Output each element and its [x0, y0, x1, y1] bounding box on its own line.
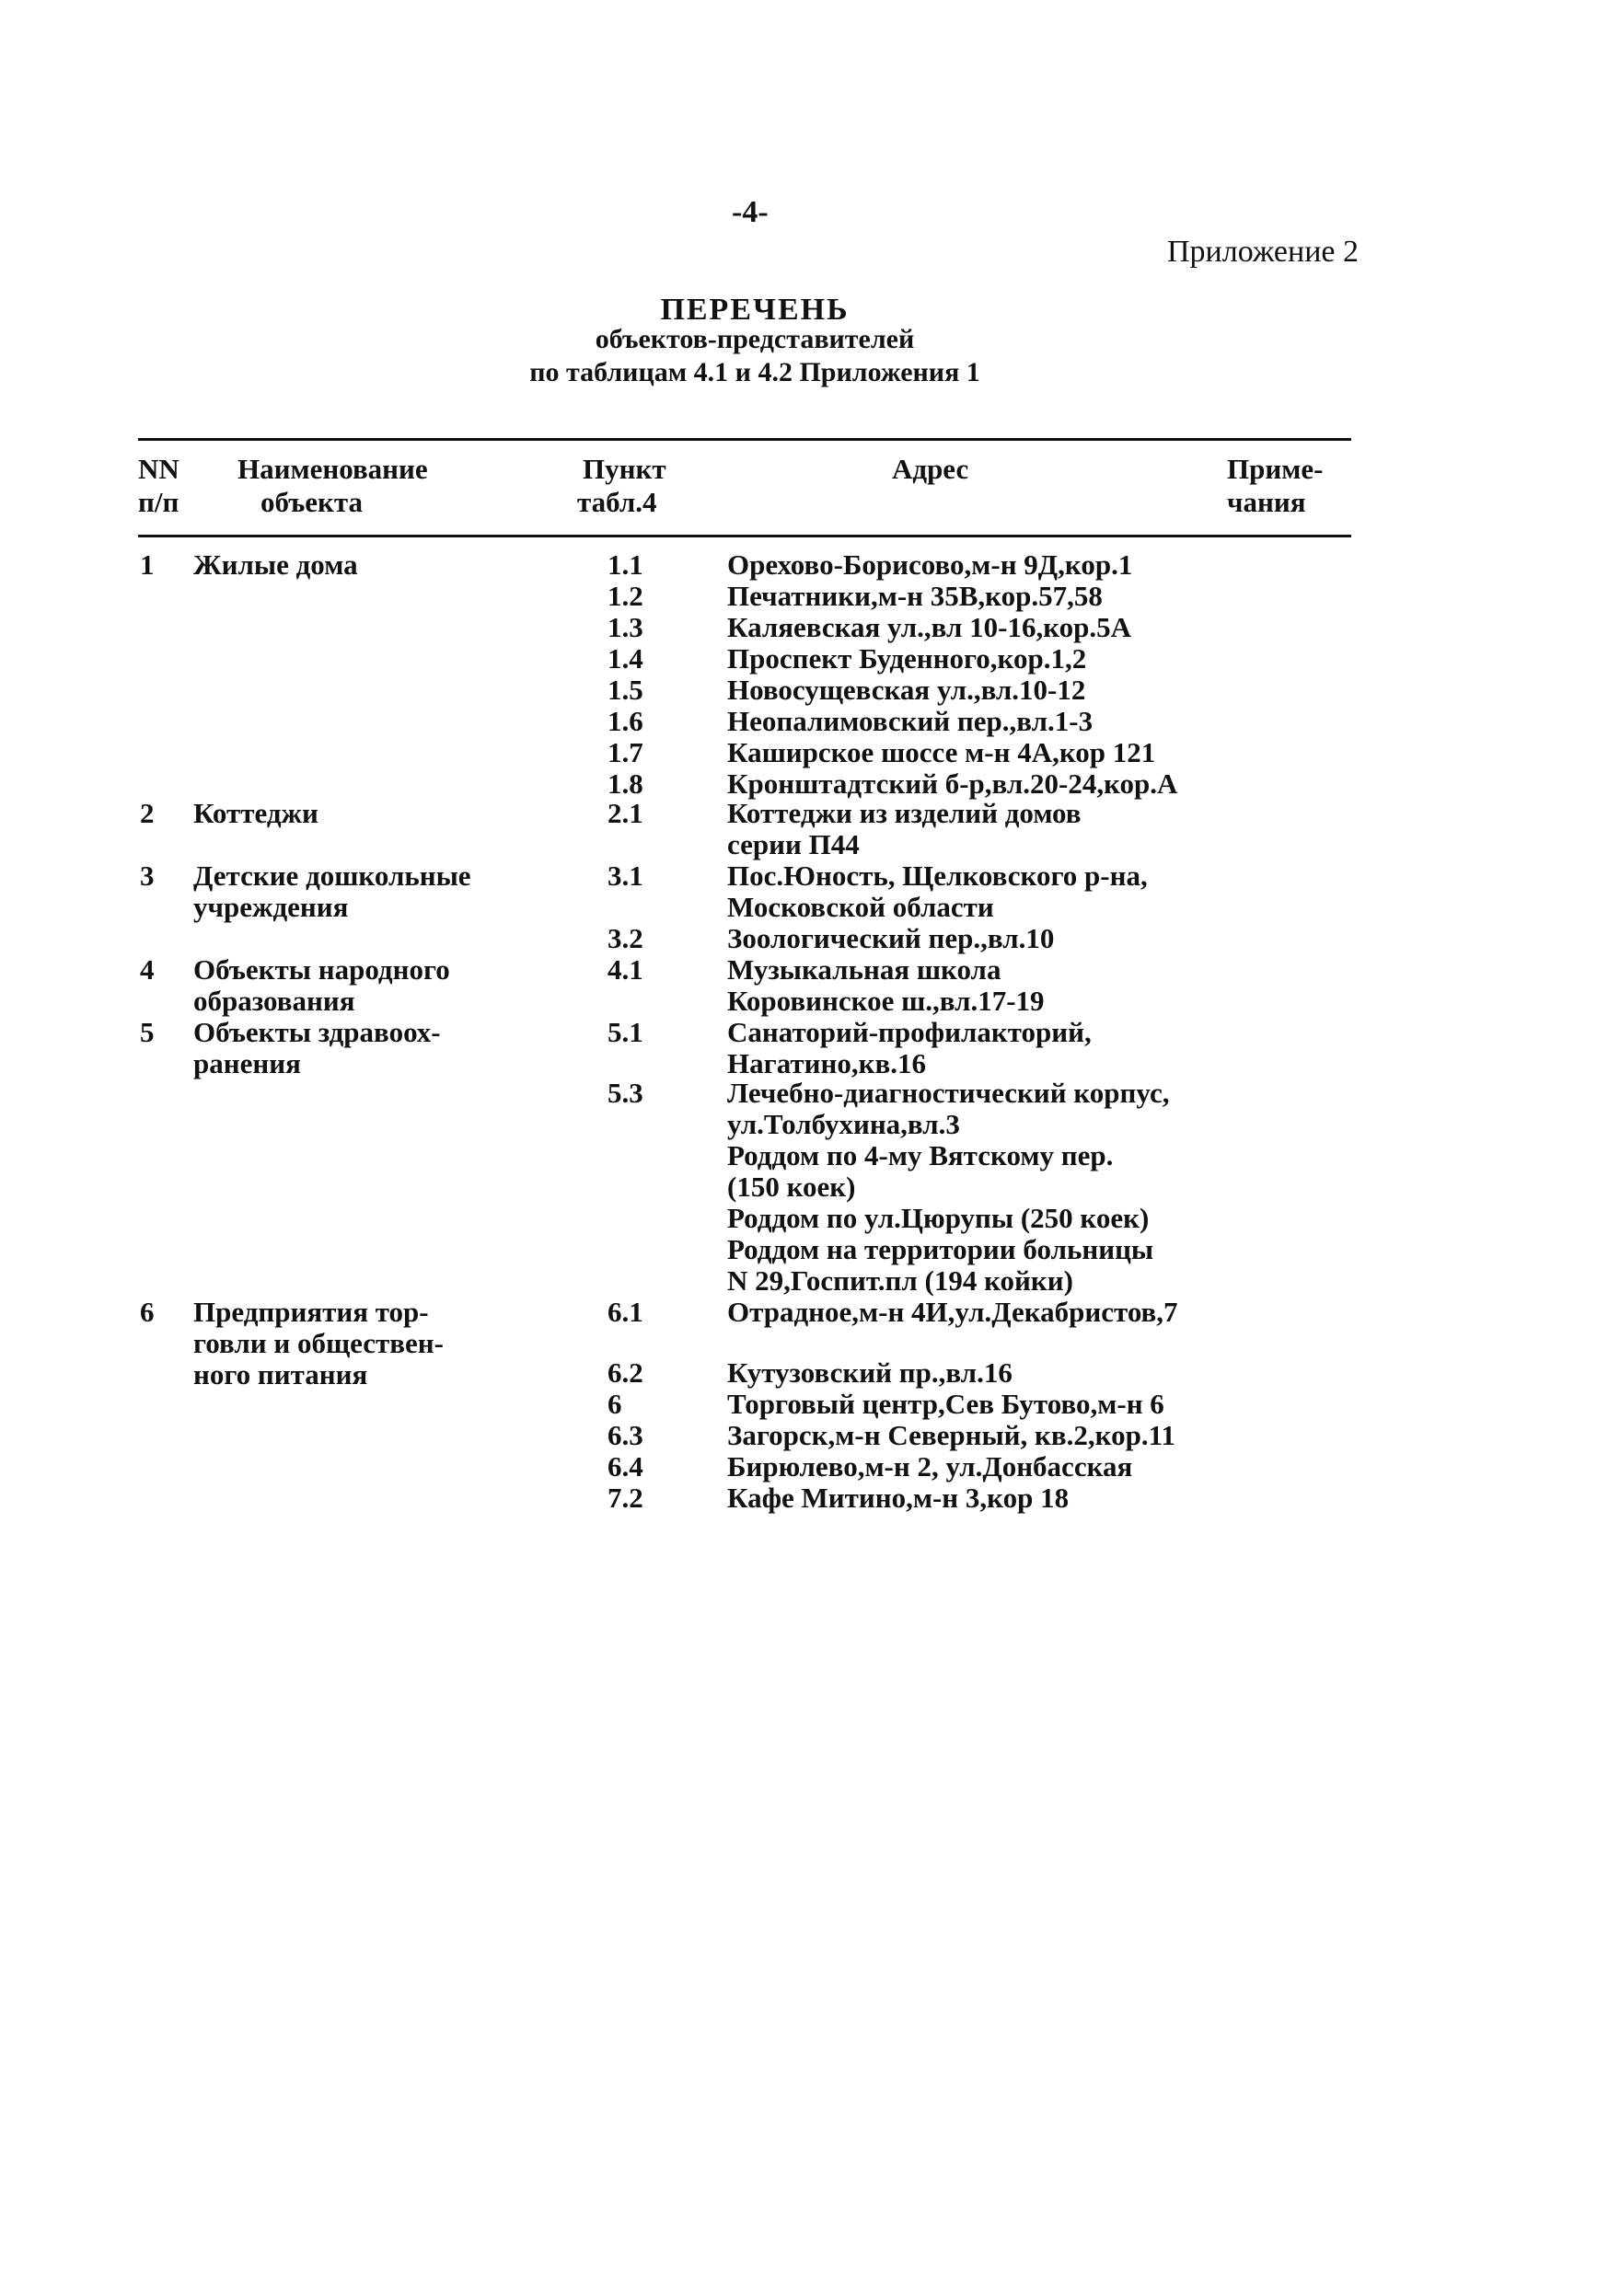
entry-address [727, 923, 1243, 954]
entry-address [727, 1451, 1243, 1483]
group-5-name [193, 1017, 525, 1079]
group-4-name [193, 954, 525, 1017]
header-addr: Адрес [892, 453, 969, 485]
entry-address [727, 549, 1243, 581]
group-5-name-line2: ранения [193, 1047, 301, 1079]
entry-address [727, 581, 1243, 612]
group-6-name-line3: ного питания [193, 1358, 368, 1390]
entry-address [727, 1078, 1243, 1297]
address-line: (150 коек) [727, 1171, 856, 1203]
entry-item: 6.4 [608, 1450, 643, 1483]
address-line: Печатники,м-н 35В,кор.57,58 [727, 580, 1103, 612]
entry-address [727, 1483, 1243, 1514]
entry-item: 1.6 [608, 705, 643, 737]
address-line: Кронштадтский б-р,вл.20-24,кор.А [727, 767, 1178, 800]
address-line: N 29,Госпит.пл (194 койки) [727, 1264, 1073, 1297]
entry-item: 6.2 [608, 1356, 643, 1389]
entry-item: 1.1 [608, 548, 643, 581]
header-num-line1: NN [138, 453, 179, 485]
address-line: Роддом по 4-му Вятскому пер. [727, 1139, 1114, 1171]
header-name [237, 453, 428, 519]
header-name-line2: объекта [260, 486, 364, 518]
document-subtitle: объектов-представителей [595, 324, 915, 354]
address-line: Коровинское ш.,вл.17-19 [727, 985, 1045, 1017]
address-line: серии П44 [727, 828, 860, 860]
group-5-num: 5 [140, 1016, 155, 1048]
header-num-line2: п/п [138, 486, 179, 518]
entry-item: 5.1 [608, 1016, 643, 1048]
group-3-num: 3 [140, 860, 155, 892]
address-line: Орехово-Борисово,м-н 9Д,кор.1 [727, 548, 1133, 581]
address-line: Бирюлево,м-н 2, ул.Донбасская [727, 1450, 1133, 1483]
group-1-name [193, 549, 525, 581]
entry-item: 1.3 [608, 611, 643, 643]
entry-item: 4.1 [608, 953, 643, 986]
entry-item: 1.8 [608, 767, 643, 800]
table-header-rule [138, 535, 1351, 537]
header-item-line1: Пункт [583, 453, 666, 485]
address-line: Отрадное,м-н 4И,ул.Декабристов,7 [727, 1296, 1178, 1328]
group-1-num: 1 [140, 548, 155, 581]
entry-address [727, 643, 1243, 675]
entry-item: 6.3 [608, 1419, 643, 1451]
address-line: Зоологический пер.,вл.10 [727, 922, 1055, 954]
entry-address [727, 1017, 1243, 1079]
group-3-name-line1: Детские дошкольные [193, 860, 471, 892]
entry-item: 7.2 [608, 1482, 643, 1514]
entry-item: 1.2 [608, 580, 643, 612]
page-number: -4- [732, 195, 769, 229]
appendix-label: Приложение 2 [1167, 235, 1359, 269]
address-line: Торговый центр,Сев Бутово,м-н 6 [727, 1388, 1164, 1420]
header-item [577, 453, 666, 519]
entry-item: 1.4 [608, 642, 643, 675]
address-line: Кутузовский пр.,вл.16 [727, 1356, 1013, 1389]
entry-address [727, 768, 1243, 800]
entry-item: 3.2 [608, 922, 643, 954]
entry-item: 1.5 [608, 674, 643, 706]
header-item-line2: табл.4 [577, 486, 657, 518]
entry-item: 6.1 [608, 1296, 643, 1328]
entry-item: 5.3 [608, 1077, 643, 1109]
address-line: Новосущевская ул.,вл.10-12 [727, 674, 1086, 706]
address-line: Загорск,м-н Северный, кв.2,кор.11 [727, 1419, 1175, 1451]
header-num [138, 453, 179, 519]
header-notes [1227, 453, 1323, 519]
entry-address [727, 612, 1243, 643]
table-top-rule [138, 438, 1351, 441]
entry-address [727, 675, 1243, 706]
address-line: Коттеджи из изделий домов [727, 797, 1082, 829]
address-line: Пос.Юность, Щелковского р-на, [727, 860, 1148, 892]
header-notes-line1: Приме- [1227, 453, 1324, 485]
group-6-name-line2: говли и обществен- [193, 1327, 444, 1359]
group-6-name [193, 1297, 525, 1390]
address-line: Музыкальная школа [727, 953, 1001, 986]
address-line: Нагатино,кв.16 [727, 1047, 926, 1079]
entry-address [727, 1357, 1243, 1389]
group-2-name [193, 798, 525, 829]
document-title: ПЕРЕЧЕНЬ [660, 293, 850, 327]
address-line: Каширское шоссе м-н 4А,кор 121 [727, 736, 1156, 768]
entry-item: 1.7 [608, 736, 643, 768]
group-2-name-line1: Коттеджи [193, 797, 318, 829]
entry-item: 6 [608, 1388, 622, 1420]
group-1-name-line1: Жилые дома [193, 548, 358, 581]
entry-item: 3.1 [608, 860, 643, 892]
header-name-line1: Наименование [237, 453, 428, 485]
entry-item: 2.1 [608, 797, 643, 829]
group-2-num: 2 [140, 797, 155, 829]
address-line: Роддом по ул.Цюрупы (250 коек) [727, 1202, 1150, 1234]
address-line: Проспект Буденного,кор.1,2 [727, 642, 1087, 675]
document-subtitle-2: по таблицам 4.1 и 4.2 Приложения 1 [529, 357, 980, 387]
address-line: Каляевская ул.,вл 10-16,кор.5А [727, 611, 1132, 643]
entry-address [727, 737, 1243, 768]
address-line: Неопалимовский пер.,вл.1-3 [727, 705, 1094, 737]
entry-address [727, 1389, 1243, 1420]
address-line: Лечебно-диагностический корпус, [727, 1077, 1170, 1109]
address-line: Московской области [727, 891, 994, 923]
group-3-name [193, 860, 525, 923]
entry-address [727, 1297, 1243, 1328]
header-notes-line2: чания [1227, 486, 1306, 518]
group-6-name-line1: Предприятия тор- [193, 1296, 429, 1328]
group-6-num: 6 [140, 1296, 155, 1328]
address-line: Роддом на территории больницы [727, 1233, 1154, 1265]
address-line: Кафе Митино,м-н 3,кор 18 [727, 1482, 1070, 1514]
group-4-num: 4 [140, 953, 155, 986]
address-line: Санаторий-профилакторий, [727, 1016, 1092, 1048]
entry-address [727, 706, 1243, 737]
group-5-name-line1: Объекты здравоох- [193, 1016, 441, 1048]
entry-address [727, 798, 1243, 860]
group-4-name-line2: образования [193, 985, 355, 1017]
entry-address [727, 860, 1243, 923]
group-3-name-line2: учреждения [193, 891, 349, 923]
entry-address [727, 954, 1243, 1017]
group-4-name-line1: Объекты народного [193, 953, 450, 986]
address-line: ул.Толбухина,вл.3 [727, 1108, 960, 1140]
entry-address [727, 1420, 1243, 1451]
